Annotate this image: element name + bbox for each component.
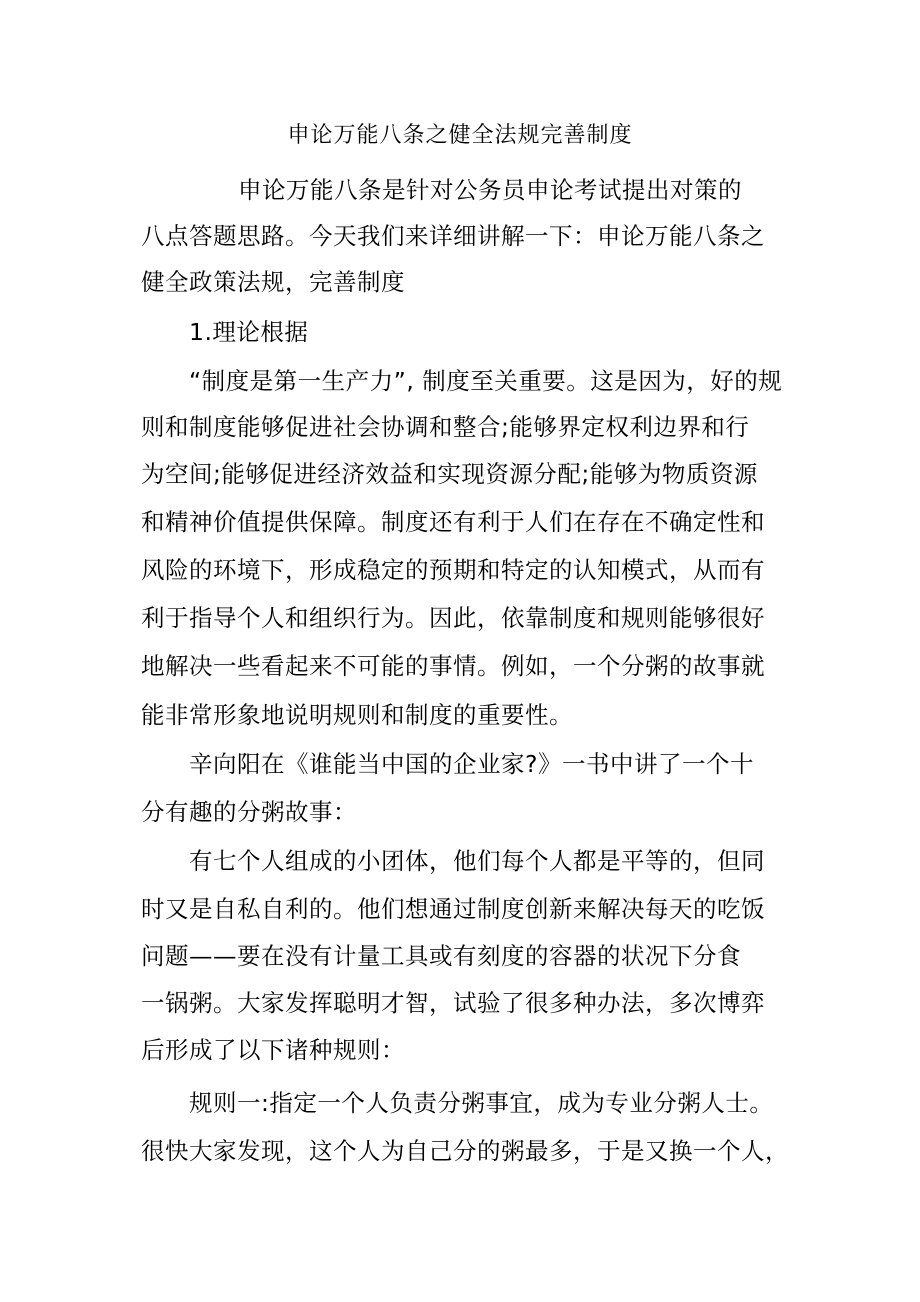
paragraph-line: 辛向阳在《谁能当中国的企业家?》一书中讲了一个十: [189, 750, 754, 778]
paragraph-line: “制度是第一生产力”, 制度至关重要。这是因为，好的规: [189, 367, 783, 395]
paragraph-line: 有七个人组成的小团体，他们每个人都是平等的，但同: [189, 847, 765, 875]
paragraph-line: 后形成了以下诸种规则：: [141, 1036, 405, 1064]
document-title: 申论万能八条之健全法规完善制度: [287, 123, 633, 148]
paragraph-line: 风险的环境下，形成稳定的预期和特定的认知模式，从而有: [141, 556, 765, 584]
paragraph-line: 为空间;能够促进经济效益和实现资源分配;能够为物质资源: [141, 460, 758, 488]
paragraph-line: 利于指导个人和组织行为。因此，依靠制度和规则能够很好: [141, 604, 765, 632]
paragraph-line: 问题——要在没有计量工具或有刻度的容器的状况下分食: [141, 942, 741, 970]
paragraph-line: 地解决一些看起来不可能的事情。例如，一个分粥的故事就: [141, 652, 765, 680]
paragraph-line: 能非常形象地说明规则和制度的重要性。: [141, 701, 573, 729]
paragraph-line: 八点答题思路。今天我们来详细讲解一下：申论万能八条之: [141, 222, 765, 250]
paragraph-line: 申论万能八条是针对公务员申论考试提出对策的: [238, 176, 742, 204]
paragraph-line: 和精神价值提供保障。制度还有利于人们在存在不确定性和: [141, 508, 765, 536]
paragraph-line: 很快大家发现，这个人为自己分的粥最多，于是又换一个人，: [141, 1137, 789, 1165]
section-heading: 1.理论根据: [189, 318, 309, 346]
paragraph-line: 健全政策法规，完善制度: [141, 268, 405, 296]
paragraph-line: 规则一:指定一个人负责分粥事宜，成为专业分粥人士。: [189, 1089, 774, 1117]
paragraph-line: 时又是自私自利的。他们想通过制度创新来解决每天的吃饭: [141, 895, 765, 923]
paragraph-line: 分有趣的分粥故事：: [141, 798, 357, 826]
paragraph-line: 一锅粥。大家发挥聪明才智，试验了很多种办法，多次博弈: [141, 989, 765, 1017]
paragraph-line: 则和制度能够促进社会协调和整合;能够界定权利边界和行: [141, 413, 750, 441]
